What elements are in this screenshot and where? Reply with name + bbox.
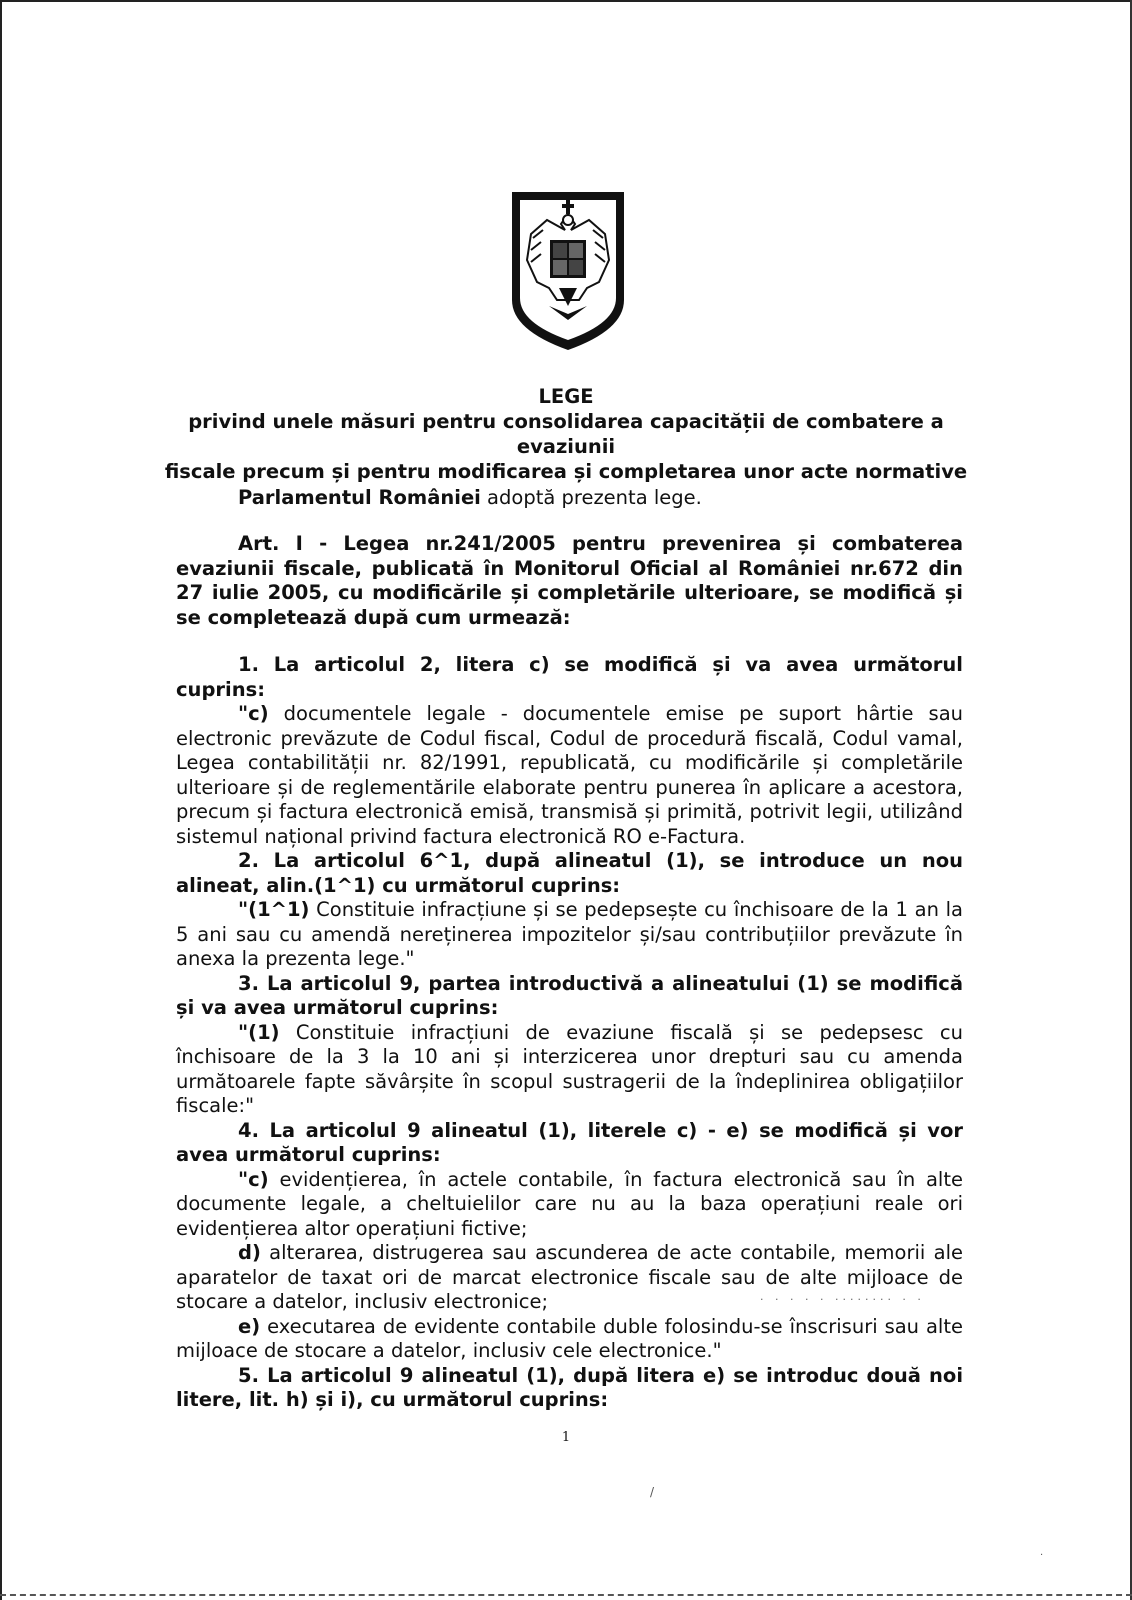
amendment-paragraph — [176, 702, 963, 849]
adoption-clause — [238, 485, 702, 510]
amendment-paragraph — [176, 1168, 963, 1242]
amendment-heading: 1. La articolul 2, litera c) se modifică și va avea următorul cuprins: — [176, 653, 963, 701]
page-number: 1 — [561, 1430, 571, 1445]
amendment-paragraph — [176, 898, 963, 972]
amendment-paragraph — [176, 1241, 963, 1315]
scan-artifact: / — [650, 1485, 655, 1499]
paragraph-lead: "(1^1) — [238, 898, 310, 921]
scan-border-bottom — [0, 1594, 1132, 1598]
paragraph-text: Constituie infracțiune și se pedepsește cu închisoare de la 1 an la 5 ani sau cu amendă nereținerea impozitelor și/sau contribuțiilor prevăzute în anexa la prezenta lege." — [176, 898, 963, 970]
article-text: Art. I - Legea nr.241/2005 pentru prevenirea și combaterea evaziunii fiscale, publicată în Monitorul Oficial al României nr.672 din 27 iulie 2005, cu modificările și completările ulterioare, se modifică și se completează după cum urmează: — [176, 532, 963, 629]
subtitle-line: privind unele măsuri pentru consolidarea capacității de combatere a evaziunii — [188, 410, 944, 458]
scan-artifact: . . . . . ........ . . — [760, 1290, 925, 1303]
paragraph-lead: "(1) — [238, 1020, 280, 1044]
paragraph-text: documentele legale - documentele emise pe suport hârtie sau electronic prevăzute de Codul fiscal, Codul de procedură fiscală, Codul vamal, Legea contabilității nr. 82/1991, republicată, cu modificările și completările ulterioare și de reglementările elaborate pentru punerea în aplicare a acestora, precum și factura electronică emisă, transmisă și primită, potrivit legii, utilizând sistemul național privind factura electronică RO e-Factura. — [176, 702, 963, 848]
paragraph-text: evidențierea, în actele contabile, în factura electronică sau în alte documente legale, a cheltuielilor care nu au la baza operațiuni reale ori evidențierea altor operațiuni fictive; — [176, 1167, 963, 1240]
paragraph-text: Constituie infracțiuni de evaziune fiscală și se pedepsesc cu închisoare de la 3 la 10 ani și interzicerea unor drepturi sau cu amenda următoarele fapte săvârșite în scopul sustragerii de la îndeplinirea obligațiilor fiscale:" — [176, 1020, 963, 1117]
scan-border-top — [0, 0, 1132, 2]
romania-coat-of-arms-icon — [509, 190, 627, 352]
paragraph-text: executarea de evidente contabile duble folosindu-se înscrisuri sau alte mijloace de stocare a datelor, inclusiv cele electronice." — [176, 1314, 963, 1362]
paragraph-lead: "c) — [238, 702, 269, 725]
adoption-text: adoptă prezenta lege. — [480, 486, 702, 509]
amendment-heading: 4. La articolul 9 alineatul (1), literele c) - e) se modifică și vor avea următorul cuprins: — [176, 1118, 963, 1166]
scan-border-left — [0, 0, 2, 1600]
paragraph-lead: "c) — [238, 1167, 269, 1191]
amendment-heading: 2. La articolul 6^1, după alineatul (1), se introduce un nou alineat, alin.(1^1) cu următorul cuprins: — [176, 849, 963, 897]
scan-artifact: · — [1040, 1550, 1044, 1561]
document-subtitle — [150, 409, 982, 484]
amendment-paragraph — [176, 1021, 963, 1119]
amendment-heading: 3. La articolul 9, partea introductivă a alineatului (1) se modifică și va avea următorul cuprins: — [176, 971, 963, 1019]
adoption-subject: Parlamentul României — [238, 486, 481, 509]
amendment-paragraph — [176, 1315, 963, 1364]
amendment-heading: 5. La articolul 9 alineatul (1), după litera e) se introduc două noi litere, lit. h) și i), cu următorul cuprins: — [176, 1363, 963, 1411]
document-title: LEGE — [538, 385, 594, 408]
paragraph-lead: e) — [238, 1314, 261, 1338]
subtitle-line: fiscale precum și pentru modificarea și completarea unor acte normative — [164, 460, 968, 483]
paragraph-lead: d) — [238, 1241, 261, 1264]
article-block — [176, 532, 963, 630]
paragraph-text: alterarea, distrugerea sau ascunderea de acte contabile, memorii ale aparatelor de taxat ori de marcat electronice fiscale sau de alte mijloace de stocare a datelor, inclusiv electronice; — [176, 1241, 963, 1313]
